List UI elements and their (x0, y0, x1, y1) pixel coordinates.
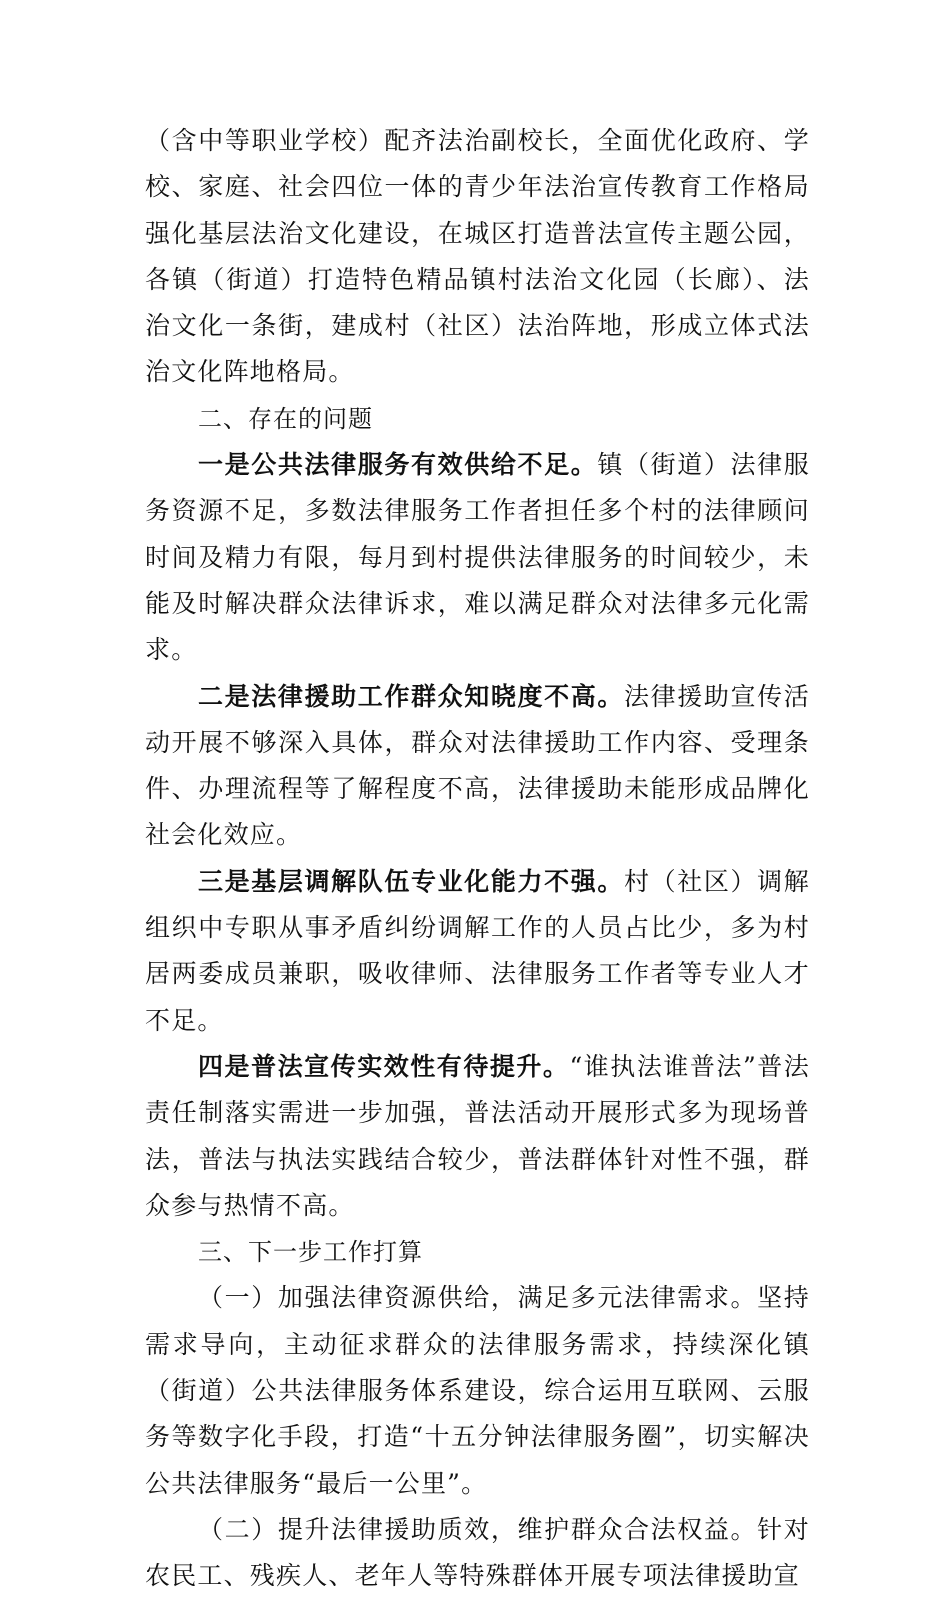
issue-4-body: “谁执法谁普法”普法责任制落实需进一步加强，普法活动开展形式多为现场普法，普法与执法实践结合较少，普法群体针对性不强，群众参与热情不高。 (145, 1051, 810, 1220)
issue-1-body: 镇（街道）法律服务资源不足，多数法律服务工作者担任多个村的法律顾问时间及精力有限，每月到村提供法律服务的时间较少，未能及时解决群众法律诉求，难以满足群众对法律多元化需求。 (145, 450, 810, 665)
document-body (145, 118, 810, 1600)
issue-3-lead: 三是基层调解队伍专业化能力不强。 (198, 866, 625, 896)
paragraph-issue-1 (145, 442, 810, 673)
section-heading-problems: 二、存在的问题 (198, 404, 373, 433)
issue-4-lead: 四是普法宣传实效性有待提升。 (198, 1051, 570, 1081)
paragraph-issue-3 (145, 859, 810, 1044)
section-heading-next-steps: 三、下一步工作打算 (198, 1238, 423, 1267)
issue-3-body: 村（社区）调解组织中专职从事矛盾纠纷调解工作的人员占比少，多为村居两委成员兼职，吸收律师、法律服务工作者等专业人才不足。 (145, 866, 810, 1035)
issue-2-lead: 二是法律援助工作群众知晓度不高。 (198, 681, 625, 711)
paragraph-plan-2: （二）提升法律援助质效，维护群众合法权益。针对农民工、残疾人、老年人等特殊群体开展专项法律援助宣 (145, 1514, 810, 1591)
issue-2-body: 法律援助宣传活动开展不够深入具体，群众对法律援助工作内容、受理条件、办理流程等了解程度不高，法律援助未能形成品牌化社会化效应。 (145, 681, 810, 850)
issue-1-lead: 一是公共法律服务有效供给不足。 (198, 450, 598, 480)
paragraph-issue-4 (145, 1044, 810, 1229)
paragraph-issue-2 (145, 674, 810, 859)
paragraph-intro: （含中等职业学校）配齐法治副校长，全面优化政府、学校、家庭、社会四位一体的青少年法治宣传教育工作格局强化基层法治文化建设，在城区打造普法宣传主题公园，各镇（街道）打造特色精品镇村法治文化园（长廊）、法治文化一条街，建成村（社区）法治阵地，形成立体式法治文化阵地格局。 (145, 126, 810, 387)
paragraph-plan-1: （一）加强法律资源供给，满足多元法律需求。坚持需求导向，主动征求群众的法律服务需求，持续深化镇（街道）公共法律服务体系建设，综合运用互联网、云服务等数字化手段，打造“十五分钟法律服务圈”，切实解决公共法律服务“最后一公里”。 (145, 1283, 810, 1498)
